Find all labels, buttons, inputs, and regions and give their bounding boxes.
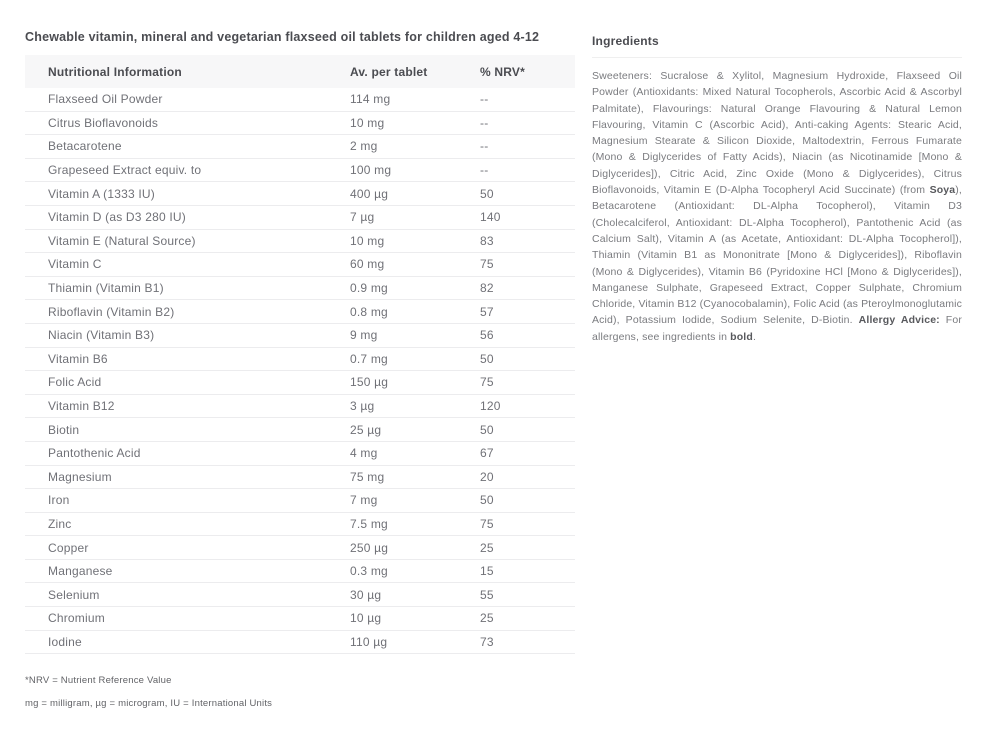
footnote-nrv: *NRV = Nutrient Reference Value <box>25 675 172 687</box>
ingredients-heading: Ingredients <box>592 34 962 58</box>
nrv-cell: 57 <box>480 304 494 319</box>
nutrient-name-cell: Iron <box>48 493 70 508</box>
amount-cell: 400 µg <box>350 186 389 201</box>
nrv-cell: 75 <box>480 257 494 272</box>
ingredients-bold-segment: Allergy Advice: <box>858 314 940 327</box>
nrv-cell: -- <box>480 115 489 130</box>
nutrient-name-cell: Selenium <box>48 587 100 602</box>
nrv-cell: 82 <box>480 281 494 296</box>
amount-cell: 3 µg <box>350 399 375 414</box>
table-row <box>25 607 575 631</box>
table-row <box>25 560 575 584</box>
nrv-cell: 67 <box>480 446 494 461</box>
table-row <box>25 348 575 372</box>
nutrient-name-cell: Vitamin B6 <box>48 351 108 366</box>
nutrient-name-cell: Zinc <box>48 516 72 531</box>
table-header-row <box>25 55 575 88</box>
nrv-cell: 50 <box>480 493 494 508</box>
nrv-cell: 140 <box>480 210 501 225</box>
amount-cell: 250 µg <box>350 540 389 555</box>
nutrient-name-cell: Grapeseed Extract equiv. to <box>48 163 202 178</box>
table-row <box>25 489 575 513</box>
amount-cell: 0.8 mg <box>350 304 388 319</box>
nutrient-name-cell: Thiamin (Vitamin B1) <box>48 281 164 296</box>
table-row <box>25 182 575 206</box>
nutrient-name-cell: Vitamin E (Natural Source) <box>48 233 196 248</box>
amount-cell: 75 mg <box>350 469 385 484</box>
ingredients-text <box>592 68 962 345</box>
nutrient-name-cell: Vitamin D (as D3 280 IU) <box>48 210 186 225</box>
table-body <box>25 88 575 654</box>
table-row <box>25 513 575 537</box>
table-row <box>25 300 575 324</box>
nutrient-name-cell: Manganese <box>48 564 113 579</box>
amount-cell: 0.3 mg <box>350 564 388 579</box>
page-title: Chewable vitamin, mineral and vegetarian flaxseed oil tablets for children aged 4-12 <box>25 30 540 44</box>
table-footnotes <box>25 675 577 709</box>
ingredients-bold-segment: Soya <box>929 184 956 197</box>
nrv-cell: -- <box>480 163 489 178</box>
header-percent-nrv: % NRV* <box>480 64 525 79</box>
amount-cell: 4 mg <box>350 446 378 461</box>
table-row <box>25 159 575 183</box>
nrv-cell: -- <box>480 92 489 107</box>
ingredients-segment: Sweeteners: Sucralose & Xylitol, Magnesium Hydroxide, Flaxseed Oil Powder (Antioxidants: Mixed Natural Tocopherols, Ascorbic Acid & Ascorbyl Palmitate), Flavourings: Natural Orange Flavouring & Natural Lemon Flavouring, Vitamin C (Ascorbic Acid), Anti-caking Agents: Stearic Acid, Magnesium Stearate & Silicon Dioxide, Maltodextrin, Ferrous Fumarate (Mono & Diglycerides of Fatty Acids), Niacin (as Nicotinamide [Mono & Diglycerides]), Citric Acid, Zinc Oxide (Mono & Diglycerides), Citrus Bioflavonoids, Vitamin E (D-Alpha Tocopheryl Acid Succinate) (from <box>592 70 962 197</box>
amount-cell: 110 µg <box>350 634 388 649</box>
nutrition-table <box>25 55 575 654</box>
nutrient-name-cell: Citrus Bioflavonoids <box>48 115 159 130</box>
table-row <box>25 253 575 277</box>
table-row <box>25 88 575 112</box>
nrv-cell: -- <box>480 139 489 154</box>
nrv-cell: 20 <box>480 469 494 484</box>
amount-cell: 7 mg <box>350 493 378 508</box>
amount-cell: 10 µg <box>350 611 382 626</box>
header-nutritional-information: Nutritional Information <box>48 64 182 79</box>
nrv-cell: 50 <box>480 186 494 201</box>
amount-cell: 9 mg <box>350 328 378 343</box>
nrv-cell: 73 <box>480 634 494 649</box>
ingredients-segment: ), Betacarotene (Antioxidant: DL-Alpha Tocopherol), Vitamin D3 (Cholecalciferol, Antioxidant: DL-Alpha Tocopherol), Pantothenic Acid (as Calcium Salt), Vitamin A (as Acetate, Antioxidant: DL-Alpha Tocopherol]), Thiamin (Vitamin B1 as Mononitrate [Mono & Diglycerides]), Riboflavin (Mono & Diglycerides), Vitamin B6 (Pyridoxine HCl [Mono & Diglycerides]), Manganese Sulphate, Grapeseed Extract, Copper Sulphate, Chromium Chloride, Vitamin B12 (Cyanocobalamin), Folic Acid (as Pteroylmonoglutamic Acid), Potassium Iodide, Sodium Selenite, D-Biotin. <box>592 184 962 327</box>
amount-cell: 100 mg <box>350 163 392 178</box>
amount-cell: 10 mg <box>350 115 385 130</box>
table-row <box>25 466 575 490</box>
ingredients-panel <box>592 34 962 345</box>
nrv-cell: 56 <box>480 328 494 343</box>
amount-cell: 2 mg <box>350 139 378 154</box>
ingredients-segment: For allergens, see ingredients in <box>592 314 962 343</box>
nutrient-name-cell: Vitamin A (1333 IU) <box>48 186 155 201</box>
table-row <box>25 135 575 159</box>
nutrient-name-cell: Betacarotene <box>48 139 122 154</box>
amount-cell: 60 mg <box>350 257 385 272</box>
nutrient-name-cell: Pantothenic Acid <box>48 446 141 461</box>
nrv-cell: 120 <box>480 399 501 414</box>
header-av-per-tablet: Av. per tablet <box>350 64 428 79</box>
table-row <box>25 442 575 466</box>
nutrient-name-cell: Iodine <box>48 634 82 649</box>
nutrient-name-cell: Biotin <box>48 422 80 437</box>
nutrient-name-cell: Folic Acid <box>48 375 102 390</box>
table-row <box>25 536 575 560</box>
nutrient-name-cell: Copper <box>48 540 89 555</box>
nrv-cell: 75 <box>480 516 494 531</box>
nrv-cell: 55 <box>480 587 494 602</box>
ingredients-segment: . <box>752 330 757 343</box>
nutrient-name-cell: Chromium <box>48 611 105 626</box>
table-row <box>25 583 575 607</box>
nrv-cell: 83 <box>480 233 494 248</box>
nrv-cell: 50 <box>480 351 494 366</box>
table-row <box>25 206 575 230</box>
amount-cell: 7 µg <box>350 210 375 225</box>
amount-cell: 25 µg <box>350 422 382 437</box>
nutrition-panel <box>25 0 577 709</box>
nrv-cell: 15 <box>480 564 494 579</box>
amount-cell: 150 µg <box>350 375 389 390</box>
amount-cell: 30 µg <box>350 587 382 602</box>
table-row <box>25 371 575 395</box>
amount-cell: 0.9 mg <box>350 281 388 296</box>
table-row <box>25 277 575 301</box>
ingredients-bold-segment: bold <box>730 330 753 343</box>
amount-cell: 114 mg <box>350 92 391 107</box>
amount-cell: 7.5 mg <box>350 516 388 531</box>
table-row <box>25 324 575 348</box>
footnote-units: mg = milligram, µg = microgram, IU = International Units <box>25 698 273 710</box>
table-row <box>25 631 575 655</box>
nutrient-name-cell: Flaxseed Oil Powder <box>48 92 163 107</box>
nutrient-name-cell: Niacin (Vitamin B3) <box>48 328 155 343</box>
nutrient-name-cell: Vitamin C <box>48 257 102 272</box>
amount-cell: 0.7 mg <box>350 351 388 366</box>
table-row <box>25 418 575 442</box>
nrv-cell: 25 <box>480 611 494 626</box>
nrv-cell: 25 <box>480 540 494 555</box>
table-row <box>25 112 575 136</box>
table-row <box>25 230 575 254</box>
nutrient-name-cell: Vitamin B12 <box>48 399 115 414</box>
nrv-cell: 50 <box>480 422 494 437</box>
amount-cell: 10 mg <box>350 233 385 248</box>
nrv-cell: 75 <box>480 375 494 390</box>
table-row <box>25 395 575 419</box>
nutrient-name-cell: Magnesium <box>48 469 112 484</box>
nutrient-name-cell: Riboflavin (Vitamin B2) <box>48 304 175 319</box>
